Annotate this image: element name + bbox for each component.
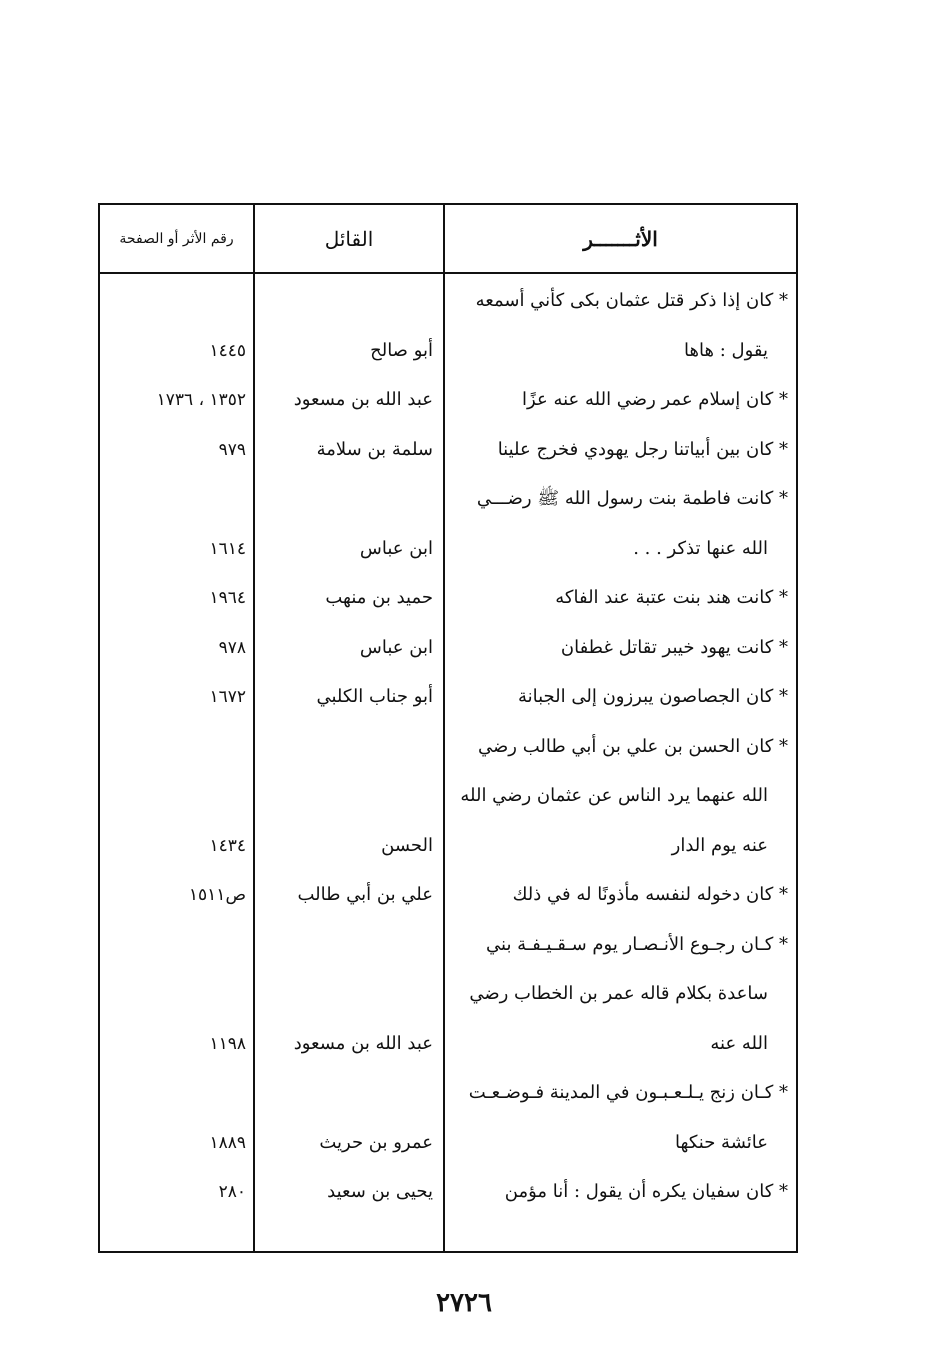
athar-text: عنه يوم الدار <box>671 834 768 856</box>
athar-text: الله عنها تذكر . . . <box>633 537 768 559</box>
qail-name <box>268 727 433 767</box>
qail-name: الحسن <box>381 834 433 856</box>
qail-name: أبو جناب الكلبي <box>316 686 433 707</box>
athar-text: * كان إذا ذكر قتل عثمان بكى كأني أسمعه <box>475 290 788 311</box>
header-qail: القائل <box>324 226 374 251</box>
athar-number: ١٣٥٢ ، ١٧٣٦ <box>156 390 246 410</box>
athar-text: * كانت هند بنت عتبة عند الفاكه <box>555 587 788 608</box>
athar-text: * كان إسلام عمر رضي الله عنه عزًا <box>522 389 788 410</box>
table-row <box>100 727 796 767</box>
index-table <box>98 203 798 1253</box>
athar-number <box>104 974 246 1014</box>
athar-number: ١٤٣٤ <box>209 835 246 856</box>
athar-text: * كـان رجـوع الأنـصـار يوم سـقـيـفـة بني <box>486 933 788 955</box>
page-number: ٢٧٢٦ <box>436 1288 492 1318</box>
qail-name: أبو صالح <box>370 339 433 361</box>
table-row <box>100 875 796 915</box>
table-row <box>100 1172 796 1212</box>
athar-number <box>104 479 246 519</box>
athar-text: * كان الحسن بن علي بن أبي طالب رضي <box>478 735 788 757</box>
table-row <box>100 430 796 470</box>
athar-text: * كان دخوله لنفسه مأذونًا له في ذلك <box>512 884 788 905</box>
athar-number: ١٦٧٢ <box>209 687 246 707</box>
athar-text: الله عنهما يرد الناس عن عثمان رضي الله <box>460 785 768 806</box>
header-number: رقم الأثر أو الصفحة <box>119 230 234 247</box>
qail-name: ابن عباس <box>359 537 433 559</box>
table-row <box>100 281 796 321</box>
table-row <box>100 479 796 519</box>
qail-name <box>268 925 433 965</box>
qail-name: عمرو بن حريث <box>319 1131 433 1153</box>
athar-text: * كانت يهود خيبر تقاتل غطفان <box>560 636 788 658</box>
athar-number: ١٨٨٩ <box>209 1132 246 1153</box>
qail-name: عبد الله بن مسعود <box>293 389 433 410</box>
qail-name <box>268 1073 433 1113</box>
table-row <box>100 1024 796 1064</box>
qail-name <box>268 776 433 816</box>
table-row <box>100 776 796 816</box>
athar-number: ٩٧٩ <box>218 439 246 460</box>
qail-name: سلمة بن سلامة <box>316 438 433 460</box>
athar-number <box>104 727 246 767</box>
athar-number: ٩٧٨ <box>218 637 246 658</box>
athar-number: ١٤٤٥ <box>209 340 246 361</box>
qail-name <box>268 479 433 519</box>
qail-name: يحيى بن سعيد <box>327 1181 433 1202</box>
athar-number <box>104 281 246 321</box>
athar-text: * كان بين أبياتنا رجل يهودي فخرج علينا <box>497 438 788 460</box>
athar-text: * كان الجصاصون يبرزون إلى الجبانة <box>517 686 788 707</box>
athar-text: يقول : هاها <box>684 339 768 361</box>
table-row <box>100 826 796 866</box>
header-athar: الأثـــــــر <box>583 226 658 251</box>
header-divider <box>100 272 796 274</box>
table-row <box>100 578 796 618</box>
athar-text: * كان سفيان يكره أن يقول : أنا مؤمن <box>504 1181 788 1202</box>
athar-text: ساعدة بكلام قاله عمر بن الخطاب رضي <box>469 983 768 1004</box>
table-row <box>100 529 796 569</box>
athar-number <box>104 925 246 965</box>
qail-name <box>268 281 433 321</box>
table-row <box>100 974 796 1014</box>
table-row <box>100 1073 796 1113</box>
qail-name: ابن عباس <box>359 636 433 658</box>
table-row <box>100 380 796 420</box>
qail-name <box>268 974 433 1014</box>
athar-text: * كـان زنج يـلـعـبـون في المدينة فـوضـعـت <box>468 1082 788 1103</box>
table-row <box>100 1123 796 1163</box>
athar-number: ١٦١٤ <box>209 538 246 559</box>
table-row <box>100 925 796 965</box>
athar-number <box>104 1073 246 1113</box>
table-row <box>100 677 796 717</box>
athar-text: * كانت فاطمة بنت رسول الله ﷺ رضـــي <box>476 488 788 509</box>
table-row <box>100 628 796 668</box>
athar-number: ١٩٦٤ <box>209 588 246 608</box>
athar-number: ٢٨٠ <box>218 1182 246 1202</box>
athar-text: عائشة حنكها <box>675 1131 768 1153</box>
athar-text: الله عنه <box>710 1032 768 1054</box>
table-row <box>100 331 796 371</box>
qail-name: حميد بن منهب <box>325 587 433 608</box>
athar-number: ١١٩٨ <box>209 1033 246 1054</box>
qail-name: عبد الله بن مسعود <box>293 1032 433 1054</box>
athar-number <box>104 776 246 816</box>
athar-number: ص١٥١١ <box>188 885 246 905</box>
qail-name: علي بن أبي طالب <box>297 884 433 905</box>
